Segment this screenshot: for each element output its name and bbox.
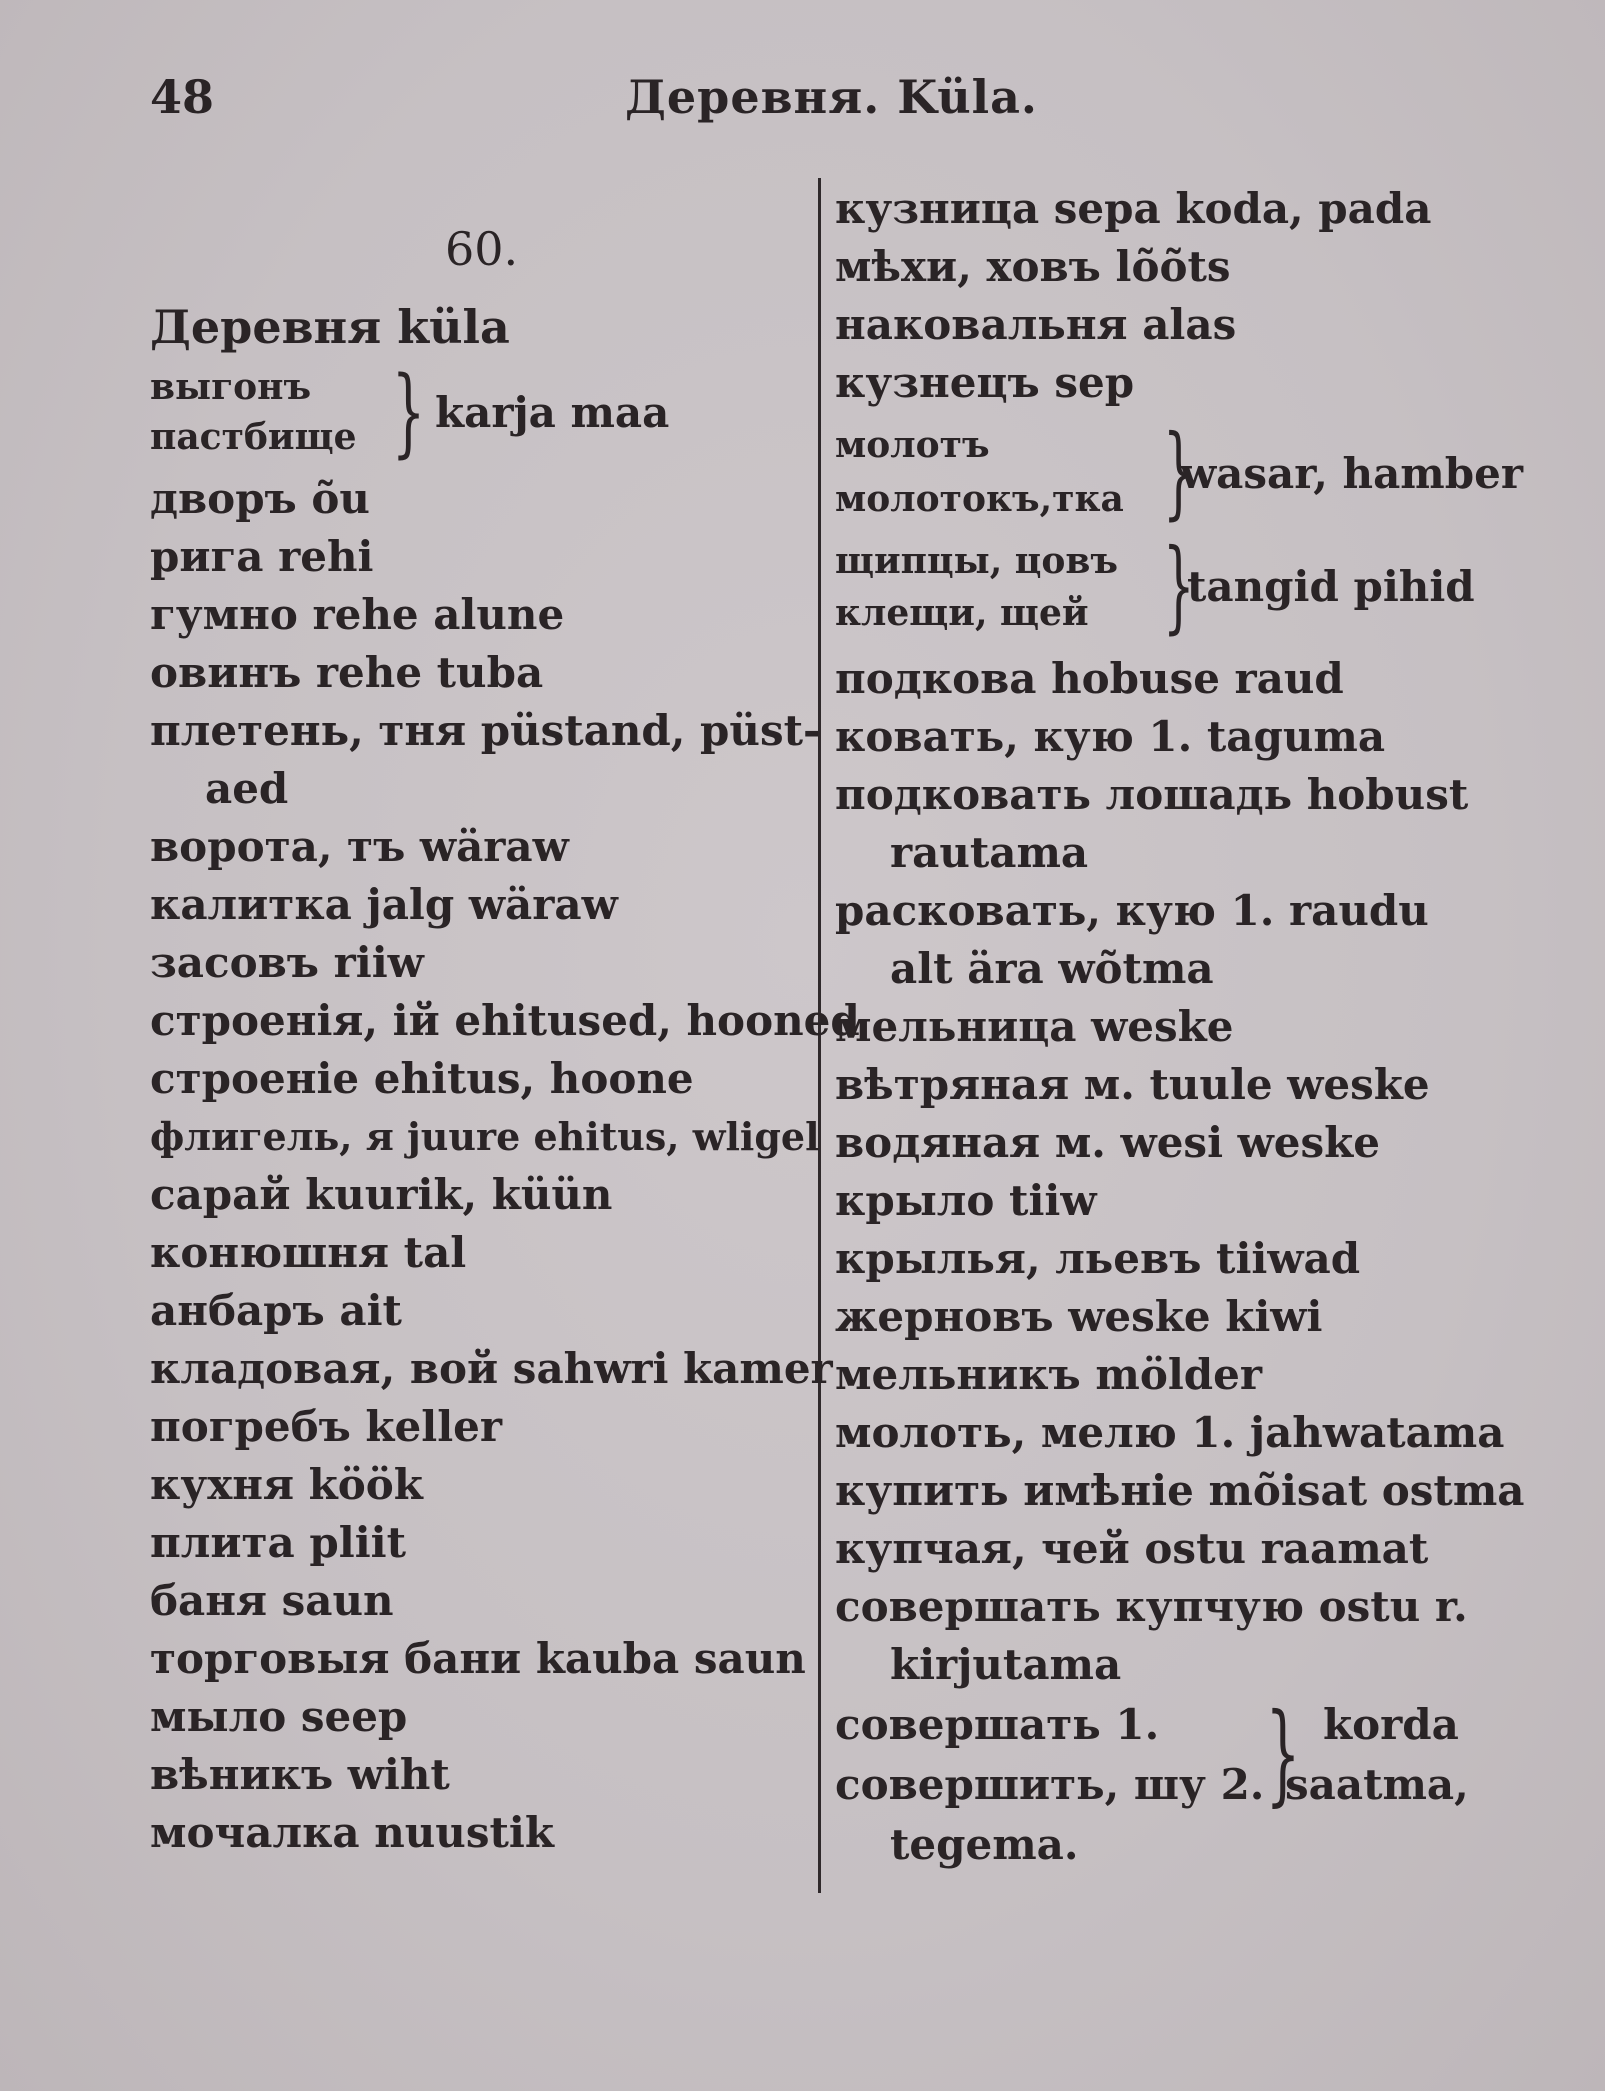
entry-line: засовъ riiw bbox=[150, 938, 424, 987]
entry-line: расковать, кую 1. raudu bbox=[835, 886, 1429, 935]
entry-term: выгонъ bbox=[150, 366, 312, 408]
entry-line: вѣтряная м. tuule weske bbox=[835, 1060, 1430, 1109]
entry-line: флигель, я juure ehitus, wligel bbox=[150, 1114, 820, 1159]
running-header: Деревня. Küla. bbox=[625, 70, 1038, 124]
entry-term: щипцы, цовъ bbox=[835, 540, 1118, 582]
entry-line: мельница weske bbox=[835, 1002, 1234, 1051]
entry-translation: saatma, bbox=[1285, 1760, 1469, 1809]
entry-line: строенія, ій ehitused, hooned bbox=[150, 996, 860, 1045]
brace-glyph: } bbox=[1162, 527, 1195, 644]
entry-line: строеніе ehitus, hoone bbox=[150, 1054, 694, 1103]
entry-term: клещи, щей bbox=[835, 592, 1089, 634]
entry-line: rautama bbox=[890, 828, 1089, 877]
section-number: 60. bbox=[445, 222, 519, 276]
entry-line: вѣникъ wiht bbox=[150, 1750, 450, 1799]
entry-line: мочалка nuustik bbox=[150, 1808, 554, 1857]
entry-line: мыло seep bbox=[150, 1692, 408, 1741]
entry-line: плита pliit bbox=[150, 1518, 406, 1567]
entry-translation: korda bbox=[1323, 1700, 1459, 1749]
entry-line: плетень, тня püstand, püst- bbox=[150, 706, 821, 755]
entry-title: Деревня küla bbox=[150, 300, 510, 354]
entry-term: совершать 1. bbox=[835, 1700, 1160, 1749]
entry-line: подковать лошадь hobust bbox=[835, 770, 1469, 819]
entry-line: подкова hobuse raud bbox=[835, 654, 1344, 703]
entry-line: погребъ keller bbox=[150, 1402, 503, 1451]
entry-line: кузнецъ sep bbox=[835, 358, 1135, 407]
entry-line: молоть, мелю 1. jahwatama bbox=[835, 1408, 1505, 1457]
entry-line: калитка jalg wäraw bbox=[150, 880, 618, 929]
entry-line: рига rehi bbox=[150, 532, 374, 581]
entry-line: дворъ õu bbox=[150, 474, 370, 523]
entry-line: купчая, чей ostu raamat bbox=[835, 1524, 1429, 1573]
entry-line: жерновъ weske kiwi bbox=[835, 1292, 1323, 1341]
entry-line: ворота, тъ wäraw bbox=[150, 822, 569, 871]
brace-glyph: } bbox=[1265, 1689, 1301, 1817]
entry-line: купить имѣніе mõisat ostma bbox=[835, 1466, 1525, 1515]
entry-line: анбаръ ait bbox=[150, 1286, 402, 1335]
entry-line: торговыя бани kauba saun bbox=[150, 1634, 806, 1683]
entry-line: мельникъ mölder bbox=[835, 1350, 1263, 1399]
entry-translation: tangid pihid bbox=[1187, 562, 1475, 611]
entry-translation: wasar, hamber bbox=[1180, 449, 1523, 498]
entry-line: alt ära wõtma bbox=[890, 944, 1214, 993]
brace-glyph: } bbox=[1162, 413, 1195, 530]
entry-term: молотокъ,тка bbox=[835, 478, 1124, 520]
page-number: 48 bbox=[150, 70, 215, 124]
entry-line: совершать купчую ostu r. bbox=[835, 1582, 1468, 1631]
entry-line: tegema. bbox=[890, 1820, 1079, 1869]
entry-line: баня saun bbox=[150, 1576, 394, 1625]
entry-line: крылья, льевъ tiiwad bbox=[835, 1234, 1361, 1283]
entry-line: кузница sepa koda, pada bbox=[835, 184, 1432, 233]
entry-line: мѣхи, ховъ lõõts bbox=[835, 242, 1231, 291]
entry-line: конюшня tal bbox=[150, 1228, 467, 1277]
entry-line: кухня köök bbox=[150, 1460, 423, 1509]
entry-line: водяная м. wesi weske bbox=[835, 1118, 1380, 1167]
entry-term: молотъ bbox=[835, 424, 990, 466]
brace-glyph: } bbox=[391, 356, 426, 468]
entry-line: кладовая, вой sahwri kamer bbox=[150, 1344, 833, 1393]
entry-term: пастбище bbox=[150, 416, 357, 458]
entry-line: овинъ rehe tuba bbox=[150, 648, 544, 697]
entry-line: aed bbox=[205, 764, 289, 813]
entry-line: гумно rehe alune bbox=[150, 590, 565, 639]
entry-translation: karja maa bbox=[435, 388, 670, 437]
entry-line: наковальня alas bbox=[835, 300, 1237, 349]
entry-line: сарай kuurik, küün bbox=[150, 1170, 613, 1219]
entry-term: совершить, шу 2. bbox=[835, 1760, 1265, 1809]
entry-line: ковать, кую 1. taguma bbox=[835, 712, 1386, 761]
entry-line: крыло tiiw bbox=[835, 1176, 1097, 1225]
entry-line: kirjutama bbox=[890, 1640, 1122, 1689]
